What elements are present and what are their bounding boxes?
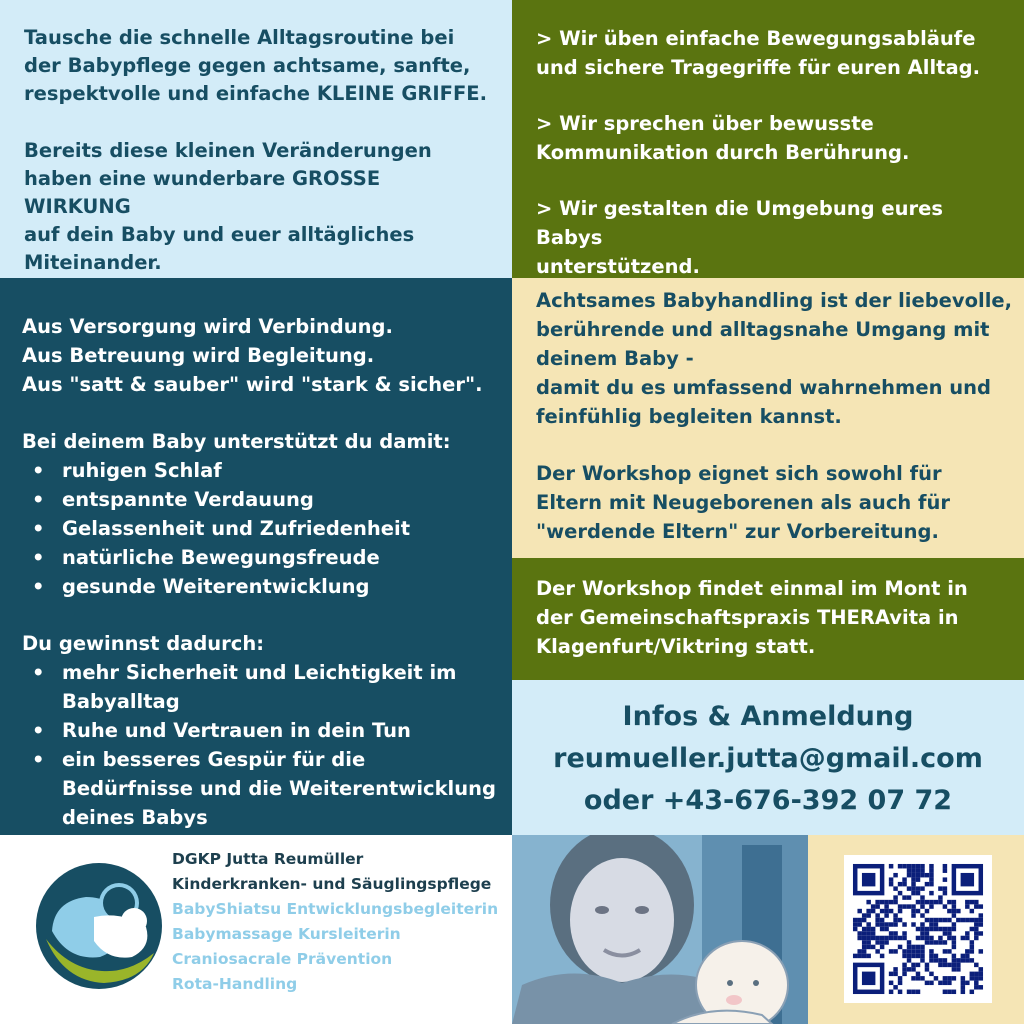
target-line: "werdende Eltern" zur Vorbereitung. bbox=[536, 520, 939, 543]
contact-panel bbox=[512, 680, 1024, 835]
contact-phone[interactable]: oder +43-676-392 07 72 bbox=[583, 785, 953, 816]
location-panel bbox=[512, 558, 1024, 680]
support-list bbox=[22, 456, 502, 601]
list-item: • mehr Sicherheit und Leichtigkeit im Babyalltag bbox=[22, 658, 502, 716]
list-item: • Ruhe und Vertrauen in dein Tun bbox=[22, 716, 502, 745]
description-panel bbox=[512, 278, 1024, 558]
contact-email[interactable]: reumueller.jutta@gmail.com bbox=[553, 743, 983, 774]
qr-code-icon[interactable] bbox=[844, 855, 992, 1003]
list-item: • ruhigen Schlaf bbox=[22, 456, 502, 485]
intro-text-line: Tausche die schnelle Alltagsroutine bei bbox=[24, 26, 455, 49]
list-item: • ein besseres Gespür für die Bedürfnisse und die Weiterentwicklung deines Babys bbox=[22, 745, 502, 832]
target-line: Der Workshop eignet sich sowohl für bbox=[536, 462, 942, 485]
target-line: Eltern mit Neugeborenen als auch für bbox=[536, 491, 951, 514]
intro-text-line: respektvolle und einfache KLEINE GRIFFE. bbox=[24, 82, 488, 105]
intro-text-line: der Babypflege gegen achtsame, sanfte, bbox=[24, 54, 471, 77]
workshop-content-panel bbox=[512, 0, 1024, 278]
woman-with-baby-photo bbox=[512, 835, 808, 1024]
motto-line: Aus "satt & sauber" wird "stark & sicher". bbox=[22, 373, 483, 396]
intro-panel bbox=[0, 0, 512, 278]
motto-line: Aus Betreuung wird Begleitung. bbox=[22, 344, 375, 367]
content-item-line: > Wir sprechen über bewusste bbox=[536, 112, 874, 135]
intro-text-line: haben eine wunderbare GROSSE WIRKUNG bbox=[24, 167, 381, 218]
gain-heading: Du gewinnst dadurch: bbox=[22, 632, 265, 655]
content-item-line: Kommunikation durch Berührung. bbox=[536, 141, 910, 164]
location-line: Der Workshop findet einmal im Mont in bbox=[536, 577, 968, 600]
benefits-panel bbox=[0, 278, 512, 835]
intro-text-line: Bereits diese kleinen Veränderungen bbox=[24, 139, 432, 162]
credit-role: Kinderkranken- und Säuglingspflege bbox=[172, 875, 492, 893]
support-heading: Bei deinem Baby unterstützt du damit: bbox=[22, 430, 451, 453]
location-line: der Gemeinschaftspraxis THERAvita in bbox=[536, 606, 959, 629]
description-line: feinfühlig begleiten kannst. bbox=[536, 405, 842, 428]
location-line: Klagenfurt/Viktring statt. bbox=[536, 635, 816, 658]
credits-panel bbox=[0, 835, 512, 1024]
list-item: • Gelassenheit und Zufriedenheit bbox=[22, 514, 502, 543]
credits-text bbox=[172, 847, 498, 997]
photo-illustration bbox=[512, 835, 808, 1024]
motto-line: Aus Versorgung wird Verbindung. bbox=[22, 315, 393, 338]
content-item-line: > Wir üben einfache Bewegungsabläufe bbox=[536, 27, 976, 50]
description-line: damit du es umfassend wahrnehmen und bbox=[536, 376, 991, 399]
content-item-line: unterstützend. bbox=[536, 255, 700, 278]
content-item-line: und sichere Tragegriffe für euren Alltag. bbox=[536, 56, 980, 79]
description-line: berührende und alltagsnahe Umgang mit bbox=[536, 318, 990, 341]
list-item: • entspannte Verdauung bbox=[22, 485, 502, 514]
qr-panel bbox=[808, 835, 1024, 1024]
list-item: • gesunde Weiterentwicklung bbox=[22, 572, 502, 601]
content-item-line: > Wir gestalten die Umgebung eures Babys bbox=[536, 197, 943, 249]
description-line: Achtsames Babyhandling ist der liebevolle, bbox=[536, 289, 1013, 312]
contact-heading: Infos & Anmeldung bbox=[622, 701, 914, 732]
credit-name: DGKP Jutta Reumüller bbox=[172, 850, 364, 868]
credit-role: BabyShiatsu Entwicklungsbegleiterin bbox=[172, 900, 499, 918]
list-item: • natürliche Bewegungsfreude bbox=[22, 543, 502, 572]
credit-role: Craniosacrale Prävention bbox=[172, 950, 393, 968]
gain-list bbox=[22, 658, 502, 832]
intro-text-line: auf dein Baby und euer alltägliches bbox=[24, 223, 415, 246]
credit-role: Rota-Handling bbox=[172, 975, 298, 993]
mother-child-logo-icon bbox=[34, 861, 164, 991]
credit-role: Babymassage Kursleiterin bbox=[172, 925, 401, 943]
intro-text-line: Miteinander. bbox=[24, 251, 162, 274]
description-line: deinem Baby - bbox=[536, 347, 694, 370]
